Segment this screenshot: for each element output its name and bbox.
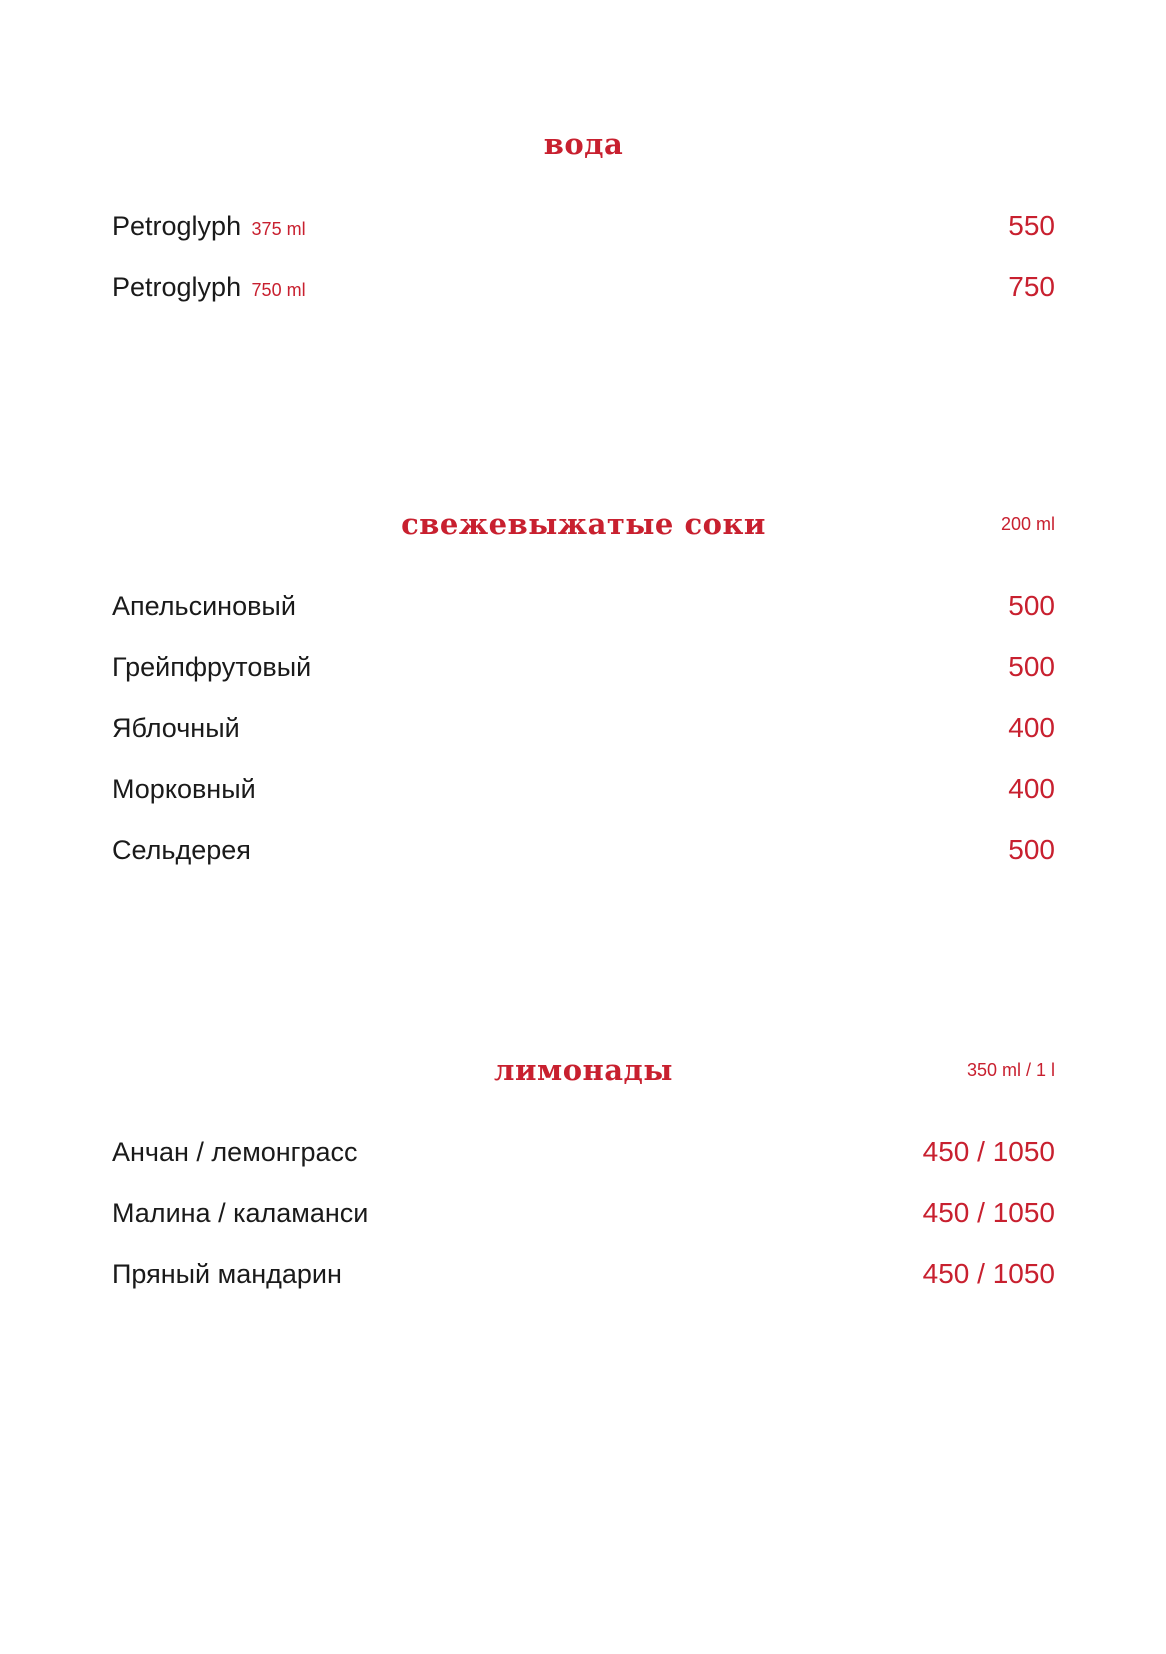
item-price: 450 / 1050 (922, 1136, 1055, 1167)
item-name-group (112, 211, 306, 242)
juices-list (112, 590, 1055, 895)
item-name: Пряный мандарин (112, 1259, 342, 1289)
item-volume: 375 ml (251, 219, 306, 239)
list-item (112, 210, 1055, 271)
lemonades-volume: 350 ml / 1 l (966, 1060, 1055, 1080)
water-list (112, 210, 1055, 332)
item-name: Petroglyph (112, 272, 242, 302)
water-title: вода (543, 127, 624, 161)
lemonades-section (112, 1050, 1055, 1319)
juices-title: свежевыжатые соки (401, 507, 766, 541)
list-item (112, 834, 1055, 895)
list-item (112, 712, 1055, 773)
lemonades-title: лимонады (494, 1053, 673, 1087)
item-name: Грейпфрутовый (112, 652, 312, 682)
item-price: 400 (1008, 712, 1055, 743)
item-price: 750 (1008, 271, 1055, 302)
lemonades-header (112, 1050, 1055, 1090)
item-price: 500 (1008, 651, 1055, 682)
item-name: Petroglyph (112, 211, 242, 241)
item-volume: 750 ml (251, 280, 306, 300)
juices-volume: 200 ml (1000, 514, 1055, 534)
item-price: 550 (1008, 210, 1055, 241)
item-name: Сельдерея (112, 835, 251, 865)
juices-header (112, 504, 1055, 544)
item-price: 500 (1008, 590, 1055, 621)
item-name: Малина / каламанси (112, 1198, 369, 1228)
water-header (112, 124, 1055, 164)
list-item (112, 590, 1055, 651)
water-section (112, 124, 1055, 332)
list-item (112, 773, 1055, 834)
item-price: 500 (1008, 834, 1055, 865)
item-price: 450 / 1050 (922, 1258, 1055, 1289)
item-name: Яблочный (112, 713, 240, 743)
item-name: Апельсиновый (112, 591, 296, 621)
juices-section (112, 504, 1055, 895)
item-name-group (112, 272, 306, 303)
list-item (112, 1136, 1055, 1197)
item-name: Анчан / лемонграсс (112, 1137, 358, 1167)
list-item (112, 271, 1055, 332)
list-item (112, 1197, 1055, 1258)
list-item (112, 651, 1055, 712)
lemonades-list (112, 1136, 1055, 1319)
item-price: 450 / 1050 (922, 1197, 1055, 1228)
item-name: Морковный (112, 774, 256, 804)
list-item (112, 1258, 1055, 1319)
item-price: 400 (1008, 773, 1055, 804)
